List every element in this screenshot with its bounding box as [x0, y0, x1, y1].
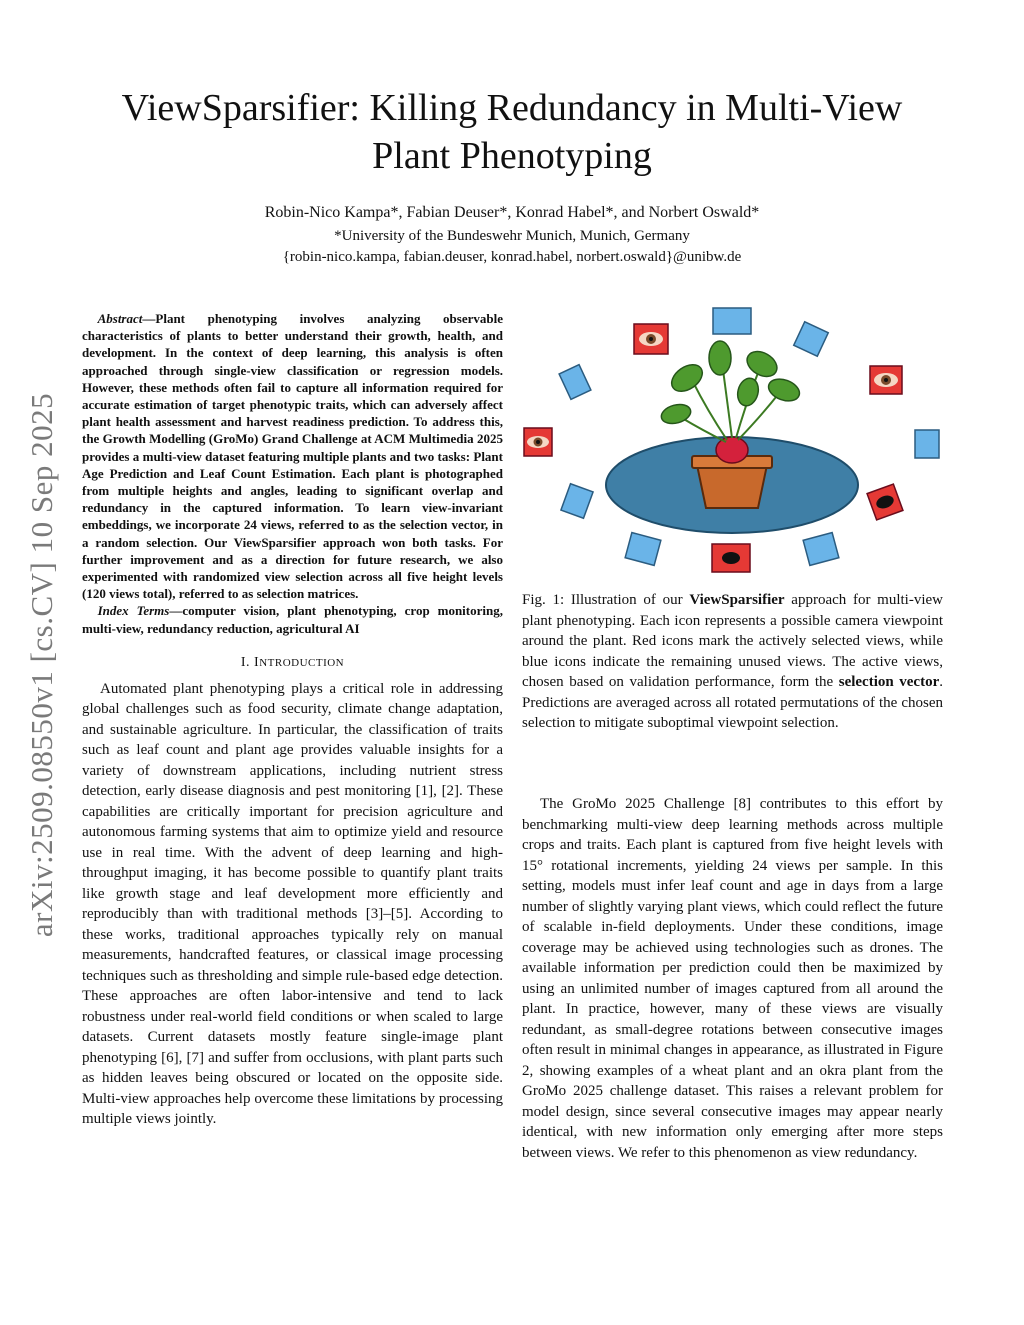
paper-title — [0, 84, 1024, 180]
affiliation: *University of the Bundeswehr Munich, Munich, Germany — [334, 228, 690, 244]
arxiv-side-stamp — [12, 370, 72, 960]
view-icon-red-dark — [712, 544, 750, 572]
section-title-rest: NTRODUCTION — [259, 656, 345, 669]
caption-prefix: Fig. 1: Illustration of our — [522, 592, 690, 608]
figure-1-illustration — [522, 300, 943, 585]
caption-selection-vector: selection vector — [838, 674, 940, 690]
caption-suffix: . Predictions are averaged across all rotated permutations of the chosen selection to mitigate suboptimal viewpoint selection. — [522, 674, 943, 731]
title-line-1: ViewSparsifier: Killing Redundancy in Multi-View — [121, 87, 903, 129]
right-column-body — [522, 794, 943, 1163]
author-emails: {robin-nico.kampa, fabian.deuser, konrad.habel, norbert.oswald}@unibw.de — [282, 249, 742, 265]
view-icon-blue — [915, 430, 939, 458]
author-list: Robin-Nico Kampa*, Fabian Deuser*, Konrad Habel*, and Norbert Oswald* — [264, 204, 760, 221]
arxiv-id-text: arXiv:2509.08550v1 [cs.CV] 10 Sep 2025 — [24, 392, 60, 938]
section-heading-introduction — [82, 655, 503, 671]
caption-viewsparsifier: ViewSparsifier — [689, 592, 785, 608]
view-icon-red-eye — [870, 366, 902, 394]
caption-middle: approach for multi-view plant phenotyping. Each icon represents a possible camera viewpoint around the plant. Red icons mark the actively selected views, while blue icons indicate the remaining unused views. The active views, chosen based on validation performance, form the — [522, 592, 943, 690]
title-line-2: Plant Phenotyping — [372, 135, 652, 177]
view-icon-blue — [561, 484, 593, 519]
view-icon-blue — [559, 365, 591, 400]
view-icon-blue — [713, 308, 751, 334]
view-icon-blue — [803, 533, 839, 566]
abstract-text: —Plant phenotyping involves analyzing observable characteristics of plants to better understand their growth, health, and development. In the context of deep learning, this analysis is often approached through single-view classification or regression models. However, these methods often fail to capture all information required for accurate estimation of target phenotypic traits, which can adversely affect plant health assessment and harvest readiness prediction. To address this, the Growth Modelling (GroMo) Grand Challenge at ACM Multimedia 2025 provides a multi-view dataset featuring multiple plants and two tasks: Plant Age Prediction and Leaf Count Estimation. Each plant is photographed from multiple heights and angles, leading to significant overlap and redundancy in the captured information. To learn view-invariant embeddings, we incorporate 24 views, referred to as the selection vector, in a random selection. Our ViewSparsifier approach won both tasks. For further improvement and as a direction for future research, we also experimented with randomized view selection across all five height levels (120 views total), referred to as selection matrices. — [82, 311, 503, 602]
view-icon-red-eye — [634, 324, 668, 354]
view-icon-red-dark — [867, 484, 903, 520]
plant-pot — [697, 465, 767, 508]
view-icon-blue — [794, 322, 829, 357]
index-terms-label: Index Terms — [97, 603, 170, 619]
view-icon-red-eye — [524, 428, 552, 456]
plant-leaves — [659, 341, 802, 427]
section-title-initial: I — [254, 654, 260, 670]
abstract — [82, 310, 503, 602]
abstract-label: Abstract — [97, 311, 143, 326]
radish-bulb — [716, 437, 748, 463]
index-terms — [82, 602, 503, 636]
section-number: I. — [240, 654, 251, 670]
figure-1-caption — [522, 590, 943, 734]
intro-paragraph: Automated plant phenotyping plays a critical role in addressing global challenges such as food security, climate change adaptation, and sustainable agriculture. In particular, the classification of traits such as leaf count and plant age provides valuable insights for a variety of downstream applications, including nutrient stress detection, early disease diagnosis and pest monitoring [1], [2]. These capabilities are critically important for precision agriculture and autonomous farming systems that aim to optimize yield and resource use in real time. With the advent of deep learning and high-throughput imaging, it has become possible to quantify plant traits like growth stage and leaf development more efficiently and reproducibly than with traditional methods [3]–[5]. According to these works, traditional approaches typically rely on manual measurements, handcrafted features, or classical image processing techniques such as thresholding and simple rule-based edge detection. These approaches are often labor-intensive and tend to lack robustness under real-world field conditions or when scaled to large datasets. Current datasets mostly feature single-image plant phenotyping [6], [7] and suffer from occlusions, with plant parts such as hidden leaves being obscured or located on the opposite side. Multi-view approaches help overcome these limitations by processing multiple views jointly. — [82, 680, 503, 1128]
index-terms-text: —computer vision, plant phenotyping, crop monitoring, multi-view, redundancy reduction, agricultural AI — [82, 603, 503, 636]
gromo-paragraph: The GroMo 2025 Challenge [8] contributes to this effort by benchmarking multi-view deep learning methods across multiple crops and traits. Each plant is captured from five height levels with 15° rotational increments, yielding 24 views per sample. In this setting, models must infer leaf count and age in days from a large number of slightly varying plant views, which could reflect the future of scalable in-field deployments. Under these conditions, image coverage may be achieved using technologies such as drones. The available information per prediction could then be maximized by using an unlimited number of images captured from all around the plant. In practice, however, many of these views are visually redundant, as small-degree rotations between consecutive images often result in minimal changes in appearance, as illustrated in Figure 2, showing examples of a wheat plant and an okra plant from the GroMo 2025 challenge dataset. This raises a relevant problem for model design, since several consecutive images may appear nearly identical, with new information only emerging after more steps between views. We refer to this phenomenon as view redundancy. — [522, 796, 943, 1161]
left-column — [82, 310, 503, 1130]
view-icon-blue — [625, 533, 661, 566]
